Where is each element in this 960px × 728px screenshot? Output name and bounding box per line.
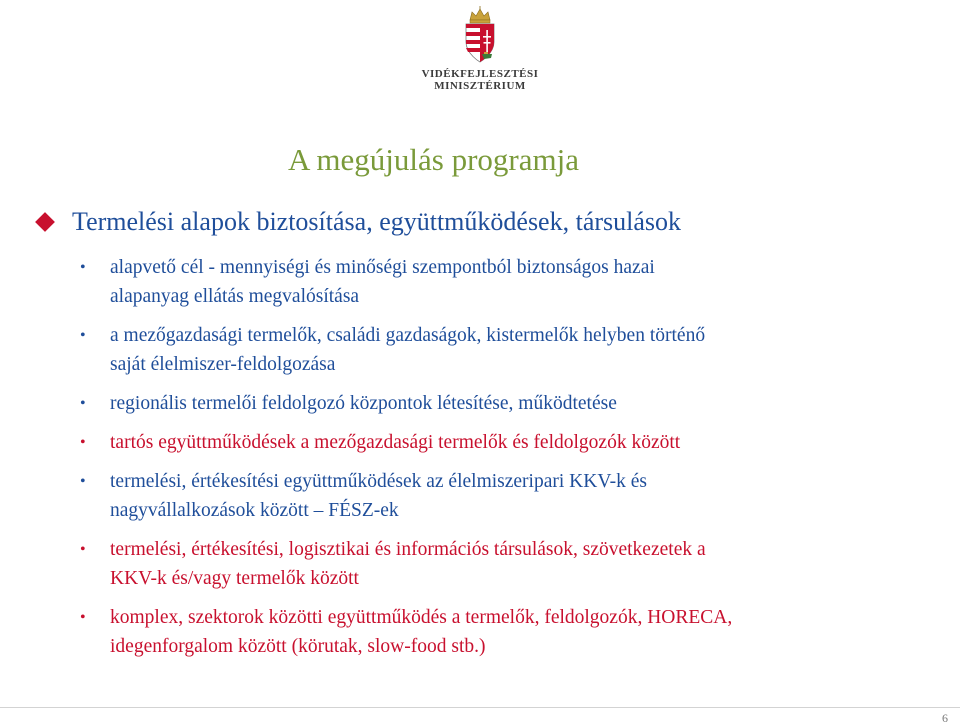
bullet-line2: alapanyag ellátás megvalósítása <box>110 286 360 307</box>
coat-of-arms-icon <box>462 6 498 64</box>
bullet-dot-icon: • <box>80 434 86 451</box>
bullet-item <box>80 603 940 661</box>
bullet-line1: regionális termelői feldolgozó központok létesítése, működtetése <box>110 393 617 414</box>
bullet-line1: komplex, szektorok közötti együttműködés a termelők, feldolgozók, HORECA, <box>110 607 733 628</box>
bullet-item <box>80 253 940 311</box>
ministry-name-line2: MINISZTÉRIUM <box>434 80 526 92</box>
bullet-line1: termelési, értékesítési együttműködések az élelmiszeripari KKV-k és <box>110 471 647 492</box>
bullet-item <box>80 535 940 593</box>
bullet-dot-icon: • <box>80 473 86 490</box>
bullet-dot-icon: • <box>80 609 86 626</box>
bullet-line2: nagyvállalkozások között – FÉSZ-ek <box>110 500 399 521</box>
section-heading <box>36 204 681 240</box>
bullet-item <box>80 467 940 525</box>
footer-divider <box>0 707 960 708</box>
bullet-line1: termelési, értékesítési, logisztikai és információs társulások, szövetkezetek a <box>110 539 706 560</box>
bullet-item <box>80 428 940 457</box>
section-heading-text: Termelési alapok biztosítása, együttműködések, társulások <box>72 207 682 236</box>
bullet-line2: saját élelmiszer-feldolgozása <box>110 354 336 375</box>
bullet-line1: tartós együttműködések a mezőgazdasági termelők és feldolgozók között <box>110 432 681 453</box>
bullet-line2: idegenforgalom között (körutak, slow-food stb.) <box>110 636 486 657</box>
bullet-item <box>80 321 940 379</box>
bullet-line1: alapvető cél - mennyiségi és minőségi szempontból biztonságos hazai <box>110 257 655 278</box>
bullet-dot-icon: • <box>80 541 86 558</box>
bullet-dot-icon: • <box>80 259 86 276</box>
ministry-logo <box>420 6 540 92</box>
ministry-name <box>420 68 540 92</box>
slide-title: A megújulás programja <box>288 142 579 177</box>
bullet-list <box>80 253 940 671</box>
bullet-dot-icon: • <box>80 395 86 412</box>
bullet-line2: KKV-k és/vagy termelők között <box>110 568 359 589</box>
bullet-line1: a mezőgazdasági termelők, családi gazdaságok, kistermelők helyben történő <box>110 325 706 346</box>
diamond-bullet-icon <box>35 212 55 232</box>
bullet-item <box>80 389 940 418</box>
ministry-name-line1: VIDÉKFEJLESZTÉSI <box>421 68 539 80</box>
page-number: 6 <box>942 711 948 725</box>
bullet-dot-icon: • <box>80 327 86 344</box>
